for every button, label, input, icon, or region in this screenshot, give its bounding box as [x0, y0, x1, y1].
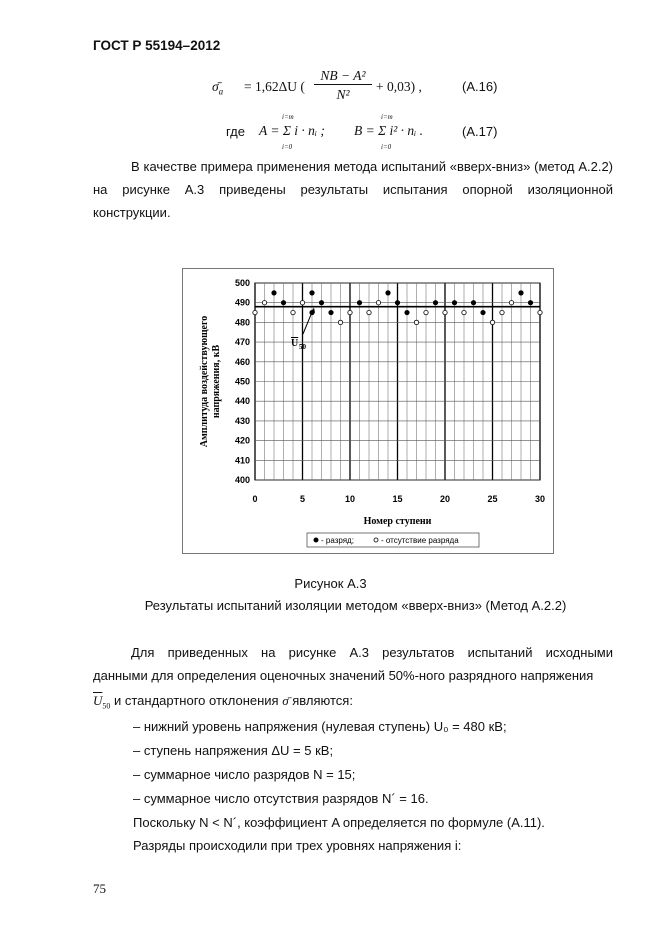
sigma-symbol: σ̄ — [282, 693, 289, 708]
formula-a17-number: (А.17) — [462, 124, 498, 139]
discharge-point — [310, 291, 314, 295]
no-discharge-point — [348, 310, 352, 314]
discharge-point — [519, 291, 523, 295]
no-discharge-point — [338, 320, 342, 324]
discharge-point — [528, 301, 532, 305]
formula-a16 — [212, 68, 512, 108]
discharge-point — [329, 310, 333, 314]
discharge-point — [433, 301, 437, 305]
u50-label-sub: 50 — [299, 343, 306, 351]
y-axis-label: Амплитуда воздействующегонапряжения, кВ — [199, 315, 222, 448]
paragraph2-mid: и стандартного отклонения — [110, 693, 283, 708]
no-discharge-point — [462, 310, 466, 314]
list-item-1: – ступень напряжения ΔU = 5 кВ; — [133, 743, 334, 758]
no-discharge-point — [262, 301, 266, 305]
formula-a-expr: A = Σ i · nᵢ ; — [259, 123, 325, 138]
standard-header: ГОСТ Р 55194–2012 — [93, 38, 221, 53]
formula-rhs-end: + 0,03) , — [376, 79, 422, 94]
x-tick-label: 10 — [344, 494, 356, 504]
y-tick-label: 470 — [234, 337, 250, 348]
discharge-point — [272, 291, 276, 295]
y-tick-label: 420 — [234, 435, 250, 446]
formula-rhs-start: = 1,62ΔU ( — [244, 79, 305, 94]
discharge-point — [310, 310, 314, 314]
legend-marker-no-discharge — [374, 538, 378, 542]
y-tick-label: 500 — [234, 278, 250, 288]
no-discharge-point — [490, 320, 494, 324]
y-tick-label: 410 — [234, 455, 250, 466]
x-tick-label: 5 — [299, 494, 306, 504]
paragraph2-line1: Для приведенных на рисунке А.3 результатов испытаний исходными — [131, 645, 613, 660]
formula-a17 — [226, 113, 526, 153]
no-discharge-point — [253, 310, 257, 314]
chart-svg — [183, 269, 553, 553]
discharge-point — [386, 291, 390, 295]
no-discharge-point — [424, 310, 428, 314]
no-discharge-point — [500, 310, 504, 314]
u50-sub: 50 — [102, 701, 111, 711]
paragraph2-line2: данными для определения оценочных значений 50%-ного разрядного напряжения — [93, 668, 594, 683]
formula-where: где — [226, 124, 245, 139]
paragraph2-end: являются: — [288, 693, 353, 708]
legend-label-no-discharge: - отсутствие разряда — [381, 536, 459, 545]
u50-label: U — [291, 338, 299, 349]
no-discharge-point — [538, 310, 542, 314]
formula-numerator: NB − A² — [314, 68, 372, 85]
discharge-point — [471, 301, 475, 305]
no-discharge-point — [291, 310, 295, 314]
y-tick-label: 430 — [234, 415, 250, 426]
u50-symbol: $\overline{U}$ — [93, 693, 103, 708]
discharge-point — [319, 301, 323, 305]
figure-caption: Результаты испытаний изоляции методом «вверх-вниз» (Метод А.2.2) — [144, 598, 567, 613]
page-number: 75 — [93, 881, 106, 896]
formula-denominator: N² — [336, 87, 350, 102]
y-tick-label: 480 — [234, 317, 250, 328]
x-tick-label: 20 — [439, 494, 451, 504]
no-discharge-point — [443, 310, 447, 314]
formula-b-expr: B = Σ i² · nᵢ . — [354, 123, 424, 138]
formula-a16-number: (А.16) — [462, 79, 498, 94]
x-tick-label: 0 — [252, 494, 258, 504]
no-discharge-point — [509, 301, 513, 305]
discharge-point — [395, 301, 399, 305]
x-tick-label: 25 — [487, 494, 498, 504]
x-axis-label: Номер ступени — [363, 516, 432, 527]
x-tick-label: 15 — [392, 494, 403, 504]
no-discharge-point — [414, 320, 418, 324]
y-tick-label: 440 — [234, 396, 250, 407]
legend-label-discharge: - разряд; — [321, 536, 354, 545]
legend-marker-discharge — [314, 538, 318, 542]
y-tick-label: 450 — [234, 376, 250, 387]
chart-frame — [182, 268, 554, 554]
y-tick-label: 490 — [234, 297, 250, 308]
sum-bottom-a: i=0 — [282, 143, 293, 151]
paragraph2-line3 — [93, 689, 613, 718]
formula-sigma-sub: a — [218, 86, 224, 97]
sum-top-b: i=m — [381, 113, 393, 121]
discharge-point — [405, 310, 409, 314]
sum-bottom-b: i=0 — [381, 143, 392, 151]
sum-top-a: i=m — [282, 113, 294, 121]
no-discharge-point — [300, 301, 304, 305]
discharge-point — [452, 301, 456, 305]
list-item-0: – нижний уровень напряжения (нулевая ступень) U₀ = 480 кВ; — [133, 719, 507, 734]
formula-sigma: σ̄ — [212, 79, 219, 94]
line-discharges: Разряды происходили при трех уровнях напряжения i: — [133, 838, 462, 853]
y-tick-label: 400 — [234, 475, 250, 485]
no-discharge-point — [376, 301, 380, 305]
discharge-point — [481, 310, 485, 314]
discharge-point — [281, 301, 285, 305]
figure-title: Рисунок А.3 — [294, 576, 367, 591]
y-tick-label: 460 — [234, 356, 250, 367]
no-discharge-point — [367, 310, 371, 314]
paragraph-intro: В качестве примера применения метода испытаний «вверх-вниз» (метод А.2.2) на рисунке А.3 приведены результаты испытания опорной изоляционной конструкции. — [93, 159, 613, 220]
list-item-2: – суммарное число разрядов N = 15; — [133, 767, 356, 782]
list-item-3: – суммарное число отсутствия разрядов N´ = 16. — [133, 791, 429, 806]
line-since: Поскольку N < N´, коэффициент A определяется по формуле (А.11). — [133, 815, 545, 830]
discharge-point — [357, 301, 361, 305]
x-tick-label: 30 — [534, 494, 546, 504]
